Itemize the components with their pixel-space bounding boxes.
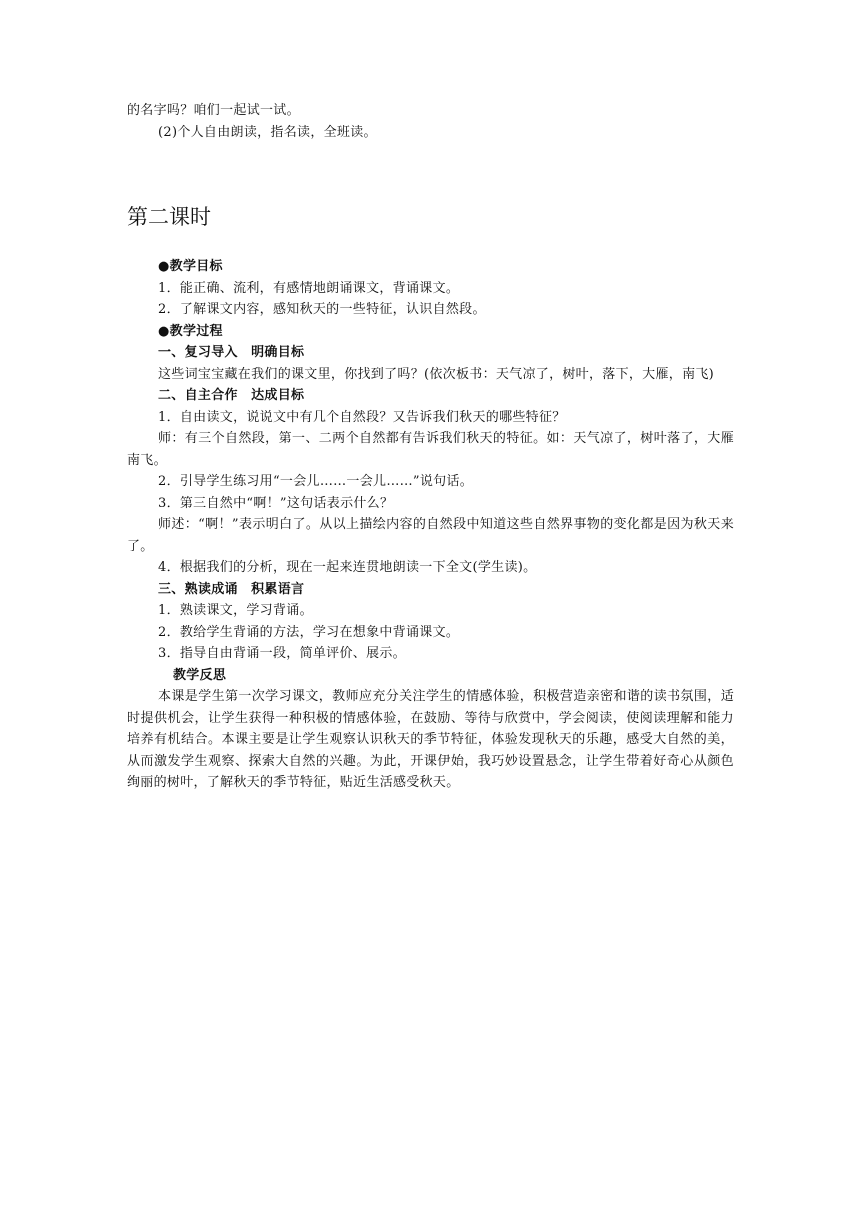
section3-item: 2．教给学生背诵的方法，学习在想象中背诵课文。: [158, 624, 460, 640]
reflection-heading: 教学反思: [173, 667, 227, 683]
section3-heading: 三、熟读成诵 积累语言: [158, 581, 305, 597]
section3-item: 1．熟读课文，学习背诵。: [158, 603, 313, 618]
section2-item: 1．自由读文，说说文中有几个自然段？又告诉我们秋天的哪些特征？: [158, 409, 566, 425]
section1-text: 这些词宝宝藏在我们的课文里，你找到了吗？(依次板书：天气凉了，树叶，落下，大雁，南飞): [158, 366, 715, 382]
intro-line-2: (2)个人自由朗读，指名读，全班读。: [158, 124, 377, 140]
section2-item: 4．根据我们的分析，现在一起来连贯地朗读一下全文(学生读)。: [158, 560, 537, 575]
section2-item: 师：有三个自然段，第一、二两个自然都有告诉我们秋天的特征。如：天气凉了，树叶落了，大雁南飞。: [127, 431, 734, 468]
lesson-title: 第二课时: [127, 205, 211, 229]
lesson-body: [127, 256, 734, 794]
intro-block: [127, 100, 734, 143]
section2-item: 师述：“啊！”表示明白了。从以上描绘内容的自然段中知道这些自然界事物的变化都是因为秋天来了。: [127, 517, 734, 554]
reflection-text: 本课是学生第一次学习课文，教师应充分关注学生的情感体验，积极营造亲密和谐的读书氛围，适时提供机会，让学生获得一种积极的情感体验，在鼓励、等待与欣赏中，学会阅读，使阅读理解和能力培养有机结合。本课主要是让学生观察认识秋天的季节特征，体验发现秋天的乐趣，感受大自然的美，从而激发学生观察、探索大自然的兴趣。为此，开课伊始，我巧妙设置悬念，让学生带着好奇心从颜色绚丽的树叶，了解秋天的季节特征，贴近生活感受秋天。: [127, 689, 734, 790]
section2-heading: 二、自主合作 达成目标: [158, 388, 305, 403]
section1-heading: 一、复习导入 明确目标: [158, 345, 305, 360]
section2-item: 3．第三自然中“啊！”这句话表示什么？: [158, 495, 394, 511]
goal-item: 2．了解课文内容，感知秋天的一些特征，认识自然段。: [158, 302, 486, 317]
goal-item: 1．能正确、流利，有感情地朗诵课文，背诵课文。: [158, 280, 460, 296]
section3-item: 3．指导自由背诵一段，简单评价、展示。: [158, 646, 406, 661]
intro-line-1: 的名字吗？咱们一起试一试。: [127, 103, 300, 118]
section2-item: 2．引导学生练习用“一会儿……一会儿……”说句话。: [158, 474, 474, 489]
goals-heading: ●教学目标: [158, 259, 223, 274]
process-heading: ●教学过程: [158, 323, 223, 339]
